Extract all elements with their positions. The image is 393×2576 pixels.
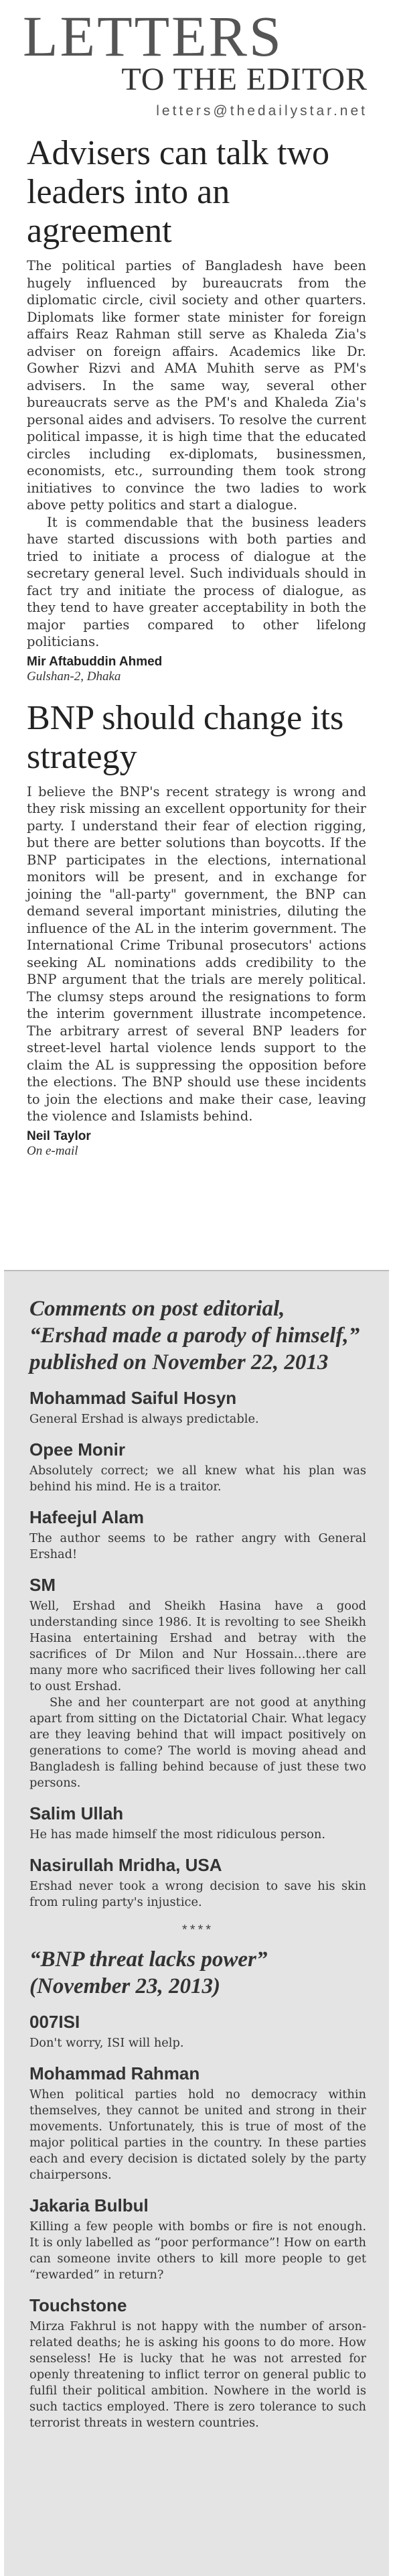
comment [29, 2295, 366, 2431]
comment [29, 1803, 366, 1843]
letters-section [0, 134, 393, 1159]
comment [29, 2063, 366, 2183]
comment-author: Touchstone [29, 2295, 127, 2315]
masthead [0, 0, 393, 134]
comments-heading-ershad: Comments on post editorial, “Ershad made a parody of himself,” published on November 22, 2013 [29, 1297, 360, 1374]
letter-body [27, 257, 366, 651]
comment-paragraph: She and her counterpart are not good at anything apart from sitting on the Dictatorial Chair. What legacy are they leaving behind that will impact positively on generations to come? The world is moving ahead and Bangladesh is falling behind because of just these two persons. [29, 1695, 366, 1790]
comment-paragraph: When political parties hold no democracy within themselves, they cannot be united and strong in their movements. Unfortunately, this is true of most of the major political parties in the country. In these parties each and every decision is dictated solely by the party chairpersons. [29, 2087, 366, 2182]
masthead-title: LETTERS [23, 4, 283, 68]
comment-text [29, 1531, 366, 1563]
letter-title: Advisers can talk two leaders into an agreement [27, 134, 330, 250]
comment [29, 1575, 366, 1791]
comment-author: Salim Ullah [29, 1803, 124, 1823]
comment-author: Hafeejul Alam [29, 1507, 144, 1527]
online-comments-box [4, 1270, 389, 2576]
comment-author: Mohammad Rahman [29, 2063, 200, 2083]
comment [29, 1439, 366, 1495]
editor-email: letters@thedailystar.net [156, 103, 368, 119]
comment-author: Jakaria Bulbul [29, 2195, 149, 2215]
comment [29, 1388, 366, 1427]
comment-paragraph: Well, Ershad and Sheikh Hasina have a good understanding since 1986. It is revolting to see Sheikh Hasina entertaining Ershad and betray with the sacrifices of Dr Milon and Nur Hossain…there are many more who sacrificed their lives following her call to oust Ershad. [29, 1599, 366, 1693]
letter-bnp-strategy [27, 699, 366, 1159]
comment-text [29, 2087, 366, 2183]
comment-paragraph: Ershad never took a wrong decision to save his skin from ruling party's injustice. [29, 1879, 366, 1909]
comment-paragraph: Absolutely correct; we all knew what his plan was behind his mind. He is a traitor. [29, 1464, 366, 1494]
comment [29, 1855, 366, 1911]
letter-paragraph: The political parties of Bangladesh have been hugely influenced by bureaucrats from the diplomatic circle, civil society and other quarters. Diplomats like former state minister for foreign affairs Reaz Rahman still serve as Khaleda Zia's adviser on foreign affairs. Academics like Dr. Gowher Rizvi and AMA Muhith serve as PM's advisers. In the same way, several other bureaucrats serve as the PM's and Khaleda Zia's personal aides and advisers. To resolve the current political impasse, it is high time that the educated circles including ex-diplomats, businessmen, economists, etc., surrounding them took strong initiatives to convince the two ladies to work above petty politics and start a dialogue. [27, 258, 366, 513]
comment [29, 2195, 366, 2283]
comments-heading-bnp-threat: “BNP threat lacks power” (November 23, 2013) [29, 1947, 268, 1998]
masthead-subtitle: TO THE EDITOR [121, 62, 368, 97]
comment-paragraph: General Ershad is always predictable. [29, 1412, 259, 1426]
comment-author: 007ISI [29, 2012, 80, 2032]
comment-paragraph: Killing a few people with bombs or fire is not enough. It is only labelled as “poor performance”! How on earth can someone invite others to kill more people to get “rewarded” in return? [29, 2219, 366, 2282]
letter-paragraph: I believe the BNP's recent strategy is wrong and they risk missing an excellent opportunity for their party. I understand their fear of election rigging, but there are better solutions than boycotts. If the BNP participates in the elections, international monitors will be present, and in exchange for joining the "all-party" government, the BNP can demand several important ministries, diluting the influence of the AL in the interim government. The International Crime Tribunal prosecutors' actions seeking AL nominations adds credibility to the BNP argument that the trials are merely political. The clumsy steps around the resignations to form the interim government illustrate incompetence. The arbitrary arrest of several BNP leaders for street-level hartal violence lends support to the claim the AL is suppressing the opposition before the elections. The BNP should use these incidents to join the elections and make their case, leaving the violence and Islamists behind. [27, 783, 366, 1124]
letter-title: BNP should change its strategy [27, 698, 344, 776]
comment-author: Nasirullah Mridha, USA [29, 1855, 222, 1875]
comment-paragraph: He has made himself the most ridiculous person. [29, 1827, 325, 1842]
comment-paragraph: The author seems to be rather angry with General Ershad! [29, 1531, 366, 1561]
letter-paragraph: It is commendable that the business leaders have started discussions with both parties and tried to initiate a process of dialogue at the secretary general level. Such individuals should in fact try and initiate the process of dialogue, as they tend to have greater acceptability in both the major parties compared to other lifelong politicians. [27, 514, 366, 649]
comment-text [29, 2319, 366, 2431]
comment-paragraph: Don't worry, ISI will help. [29, 2036, 184, 2050]
letter-author: Mir Aftabuddin Ahmed [27, 654, 163, 669]
comment-text [29, 1411, 366, 1427]
letter-body [27, 783, 366, 1125]
section-separator: **** [181, 1923, 214, 1937]
letter-advisers [27, 134, 366, 684]
comment [29, 1507, 366, 1563]
comment-paragraph: Mirza Fakhrul is not happy with the number of arson-related deaths; he is asking his goons to do more. How senseless! He is lucky that he was not arrested for openly threatening to inflict terror on general public to fulfil their political ambition. Nowhere in the world is such tactics employed. There is zero tolerance to such terrorist threats in western countries. [29, 2319, 366, 2430]
comment-author: Opee Monir [29, 1439, 126, 1460]
comment-text [29, 1598, 366, 1791]
comment-text [29, 1827, 366, 1843]
comment-text [29, 2219, 366, 2283]
letter-author: Neil Taylor [27, 1129, 91, 1143]
letter-author-place: Gulshan-2, Dhaka [27, 669, 121, 684]
comment-author: Mohammad Saiful Hosyn [29, 1388, 237, 1408]
comment-text [29, 1878, 366, 1911]
comment-text [29, 2035, 366, 2051]
comment-author: SM [29, 1575, 56, 1595]
letter-author-place: On e-mail [27, 1143, 78, 1158]
comment-text [29, 1463, 366, 1495]
comment [29, 2012, 366, 2051]
